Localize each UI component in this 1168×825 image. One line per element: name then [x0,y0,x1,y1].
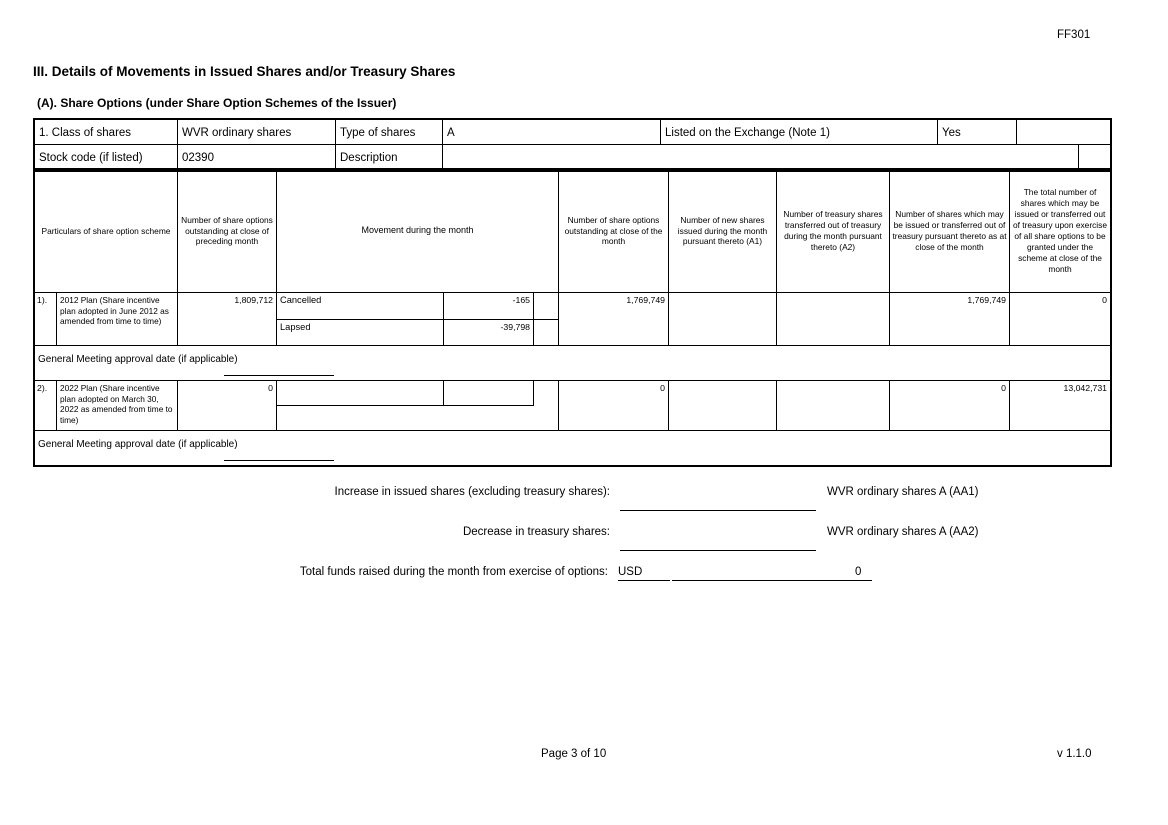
form-code: FF301 [1057,29,1091,41]
total-funds-raised-value: 0 [855,566,862,578]
row1-preceding-value: 1,809,712 [178,293,277,345]
row1-treasury-a2-value [777,293,890,345]
header-treasury-a2: Number of treasury shares transferred out of treasury during the month pursuant thereto (A2) [777,170,890,292]
row1-general-meeting-row [35,345,1110,380]
section-title: III. Details of Movements in Issued Shares and/or Treasury Shares [33,64,456,79]
row2-new-shares-a1-value [669,381,777,430]
row2-close-value: 0 [559,381,669,430]
currency-underline [618,580,670,581]
row2-general-meeting-date-field[interactable] [224,460,334,461]
row2-particulars-cell [35,381,178,430]
form-version: v 1.1.0 [1057,748,1092,760]
currency-label: USD [618,566,643,578]
stock-code-value: 02390 [178,145,336,170]
row2-treasury-a2-value [777,381,890,430]
row1-close-value: 1,769,749 [559,293,669,345]
row1-index: 1). [35,293,57,345]
total-funds-raised-field[interactable] [672,580,872,581]
type-of-shares-value: A [443,120,661,144]
increase-note-aa1: WVR ordinary shares A (AA1) [827,486,979,498]
total-funds-raised-label: Total funds raised during the month from exercise of options: [299,566,608,578]
row2-preceding-value: 0 [178,381,277,430]
row1-may-be-issued-value: 1,769,749 [890,293,1010,345]
options-header-row [35,170,1110,292]
share-info-table [33,118,1112,172]
row1-movement-cell [277,293,559,345]
row2-index: 2). [35,381,57,430]
decrease-note-aa2: WVR ordinary shares A (AA2) [827,526,979,538]
page-number: Page 3 of 10 [541,748,607,760]
row2-movement-cell [277,381,559,430]
movement-value [444,381,534,405]
movement-value: -165 [444,293,534,319]
table-row [35,292,1110,345]
description-value [443,145,1079,170]
row1-new-shares-a1-value [669,293,777,345]
share-options-table [33,168,1112,467]
info-row-class [35,120,1110,144]
header-close-of-month: Number of share options outstanding at close of the month [559,170,669,292]
info-row1-empty-cell [1017,120,1110,144]
subsection-title: (A). Share Options (under Share Option Schemes of the Issuer) [37,96,397,110]
header-new-shares-a1: Number of new shares issued during the month pursuant thereto (A1) [669,170,777,292]
header-may-be-issued: Number of shares which may be issued or transferred out of treasury pursuant thereto as at close of the month [890,170,1010,292]
info-row2-empty-cell [1079,145,1110,170]
listed-on-exchange-value: Yes [938,120,1017,144]
row2-may-be-issued-value: 0 [890,381,1010,430]
movement-entry [277,319,558,346]
movement-entry [277,381,534,406]
movement-entry [277,293,558,319]
stock-code-label: Stock code (if listed) [35,145,178,170]
movement-label: Cancelled [277,293,444,319]
row1-general-meeting-label: General Meeting approval date (if applicable) [38,354,238,365]
row2-total-granted-value: 13,042,731 [1063,383,1107,393]
header-movement: Movement during the month [277,170,559,292]
increase-issued-shares-label: Increase in issued shares (excluding treasury shares): [334,486,610,498]
decrease-treasury-shares-field[interactable] [620,550,816,551]
row2-general-meeting-label: General Meeting approval date (if applicable) [38,439,238,450]
class-of-shares-value: WVR ordinary shares [178,120,336,144]
row1-total-granted-value: 0 [1102,295,1107,305]
class-of-shares-label: 1. Class of shares [35,120,178,144]
header-particulars: Particulars of share option scheme [35,170,178,292]
movement-label [277,381,444,405]
row2-particulars: 2022 Plan (Share incentive plan adopted on March 30, 2022 as amended from time to time) [60,383,173,425]
increase-issued-shares-field[interactable] [620,510,816,511]
table-row [35,380,1110,430]
row1-particulars-cell [35,293,178,345]
header-total-granted: The total number of shares which may be issued or transferred out of treasury upon exercise of all share options to be granted under the scheme at close of the month [1012,187,1108,274]
row1-particulars: 2012 Plan (Share incentive plan adopted in June 2012 as amended from time to time) [60,295,169,327]
type-of-shares-label: Type of shares [336,120,443,144]
header-preceding-month: Number of share options outstanding at close of preceding month [178,170,277,292]
listed-on-exchange-label: Listed on the Exchange (Note 1) [661,120,938,144]
description-label: Description [336,145,443,170]
row1-general-meeting-date-field[interactable] [224,375,334,376]
movement-label: Lapsed [277,320,444,346]
row2-general-meeting-row [35,430,1110,465]
decrease-treasury-shares-label: Decrease in treasury shares: [462,526,610,538]
info-row-stock-code [35,144,1110,170]
movement-value: -39,798 [444,320,534,346]
